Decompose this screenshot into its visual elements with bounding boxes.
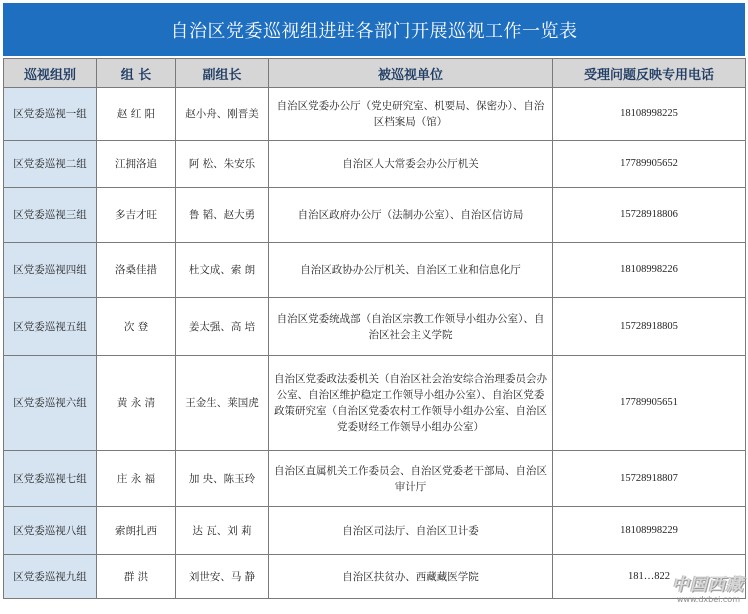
table-row (4, 356, 746, 451)
phone-cell: 18108998226 (553, 243, 746, 298)
table-row (4, 507, 746, 555)
deputy-cell: 赵小舟、刚晋美 (176, 88, 269, 141)
table-row (4, 188, 746, 243)
table-row (4, 451, 746, 507)
leader-cell: 次 登 (97, 298, 176, 356)
leader-cell: 庄 永 福 (97, 451, 176, 507)
leader-cell: 多吉才旺 (97, 188, 176, 243)
phone-cell: 15728918806 (553, 188, 746, 243)
table-title: 自治区党委巡视组进驻各部门开展巡视工作一览表 (3, 3, 745, 56)
table-row (4, 555, 746, 599)
deputy-cell: 鲁 韬、赵大勇 (176, 188, 269, 243)
group-cell: 区党委巡视四组 (4, 243, 97, 298)
table-row (4, 298, 746, 356)
deputy-cell: 王金生、莱国虎 (176, 356, 269, 451)
unit-cell: 自治区直属机关工作委员会、自治区党委老干部局、自治区审计厅 (269, 451, 553, 507)
deputy-cell: 加 央、陈玉玲 (176, 451, 269, 507)
phone-cell: 17789905652 (553, 141, 746, 188)
unit-cell: 自治区党委统战部（自治区宗教工作领导小组办公室）、自治区社会主义学院 (269, 298, 553, 356)
column-header-deputy: 副组长 (176, 59, 269, 88)
leader-cell: 群 洪 (97, 555, 176, 599)
unit-cell: 自治区扶贫办、西藏藏医学院 (269, 555, 553, 599)
group-cell: 区党委巡视九组 (4, 555, 97, 599)
deputy-cell: 达 瓦、刘 莉 (176, 507, 269, 555)
header-row (4, 59, 746, 88)
group-cell: 区党委巡视八组 (4, 507, 97, 555)
watermark-url: www.dxbei.com (676, 595, 740, 604)
column-header-phone: 受理问题反映专用电话 (553, 59, 746, 88)
leader-cell: 洛桑佳措 (97, 243, 176, 298)
phone-cell: 15728918805 (553, 298, 746, 356)
column-header-leader: 组 长 (97, 59, 176, 88)
table-row (4, 88, 746, 141)
unit-cell: 自治区司法厅、自治区卫计委 (269, 507, 553, 555)
unit-cell: 自治区政协办公厅机关、自治区工业和信息化厅 (269, 243, 553, 298)
group-cell: 区党委巡视七组 (4, 451, 97, 507)
group-cell: 区党委巡视五组 (4, 298, 97, 356)
deputy-cell: 姜太强、高 培 (176, 298, 269, 356)
unit-cell: 自治区人大常委会办公厅机关 (269, 141, 553, 188)
phone-cell: 18108998225 (553, 88, 746, 141)
group-cell: 区党委巡视三组 (4, 188, 97, 243)
deputy-cell: 杜文成、索 朗 (176, 243, 269, 298)
table-row (4, 243, 746, 298)
deputy-cell: 阿 松、朱安乐 (176, 141, 269, 188)
group-cell: 区党委巡视一组 (4, 88, 97, 141)
unit-cell: 自治区党委办公厅（党史研究室、机要局、保密办）、自治区档案局（馆） (269, 88, 553, 141)
deputy-cell: 刘世安、马 静 (176, 555, 269, 599)
inspection-table (3, 58, 746, 599)
phone-cell: 17789905651 (553, 356, 746, 451)
group-cell: 区党委巡视六组 (4, 356, 97, 451)
leader-cell: 江拥洛追 (97, 141, 176, 188)
watermark-logo: 中国西藏 (672, 575, 744, 595)
unit-cell: 自治区党委政法委机关（自治区社会治安综合治理委员会办公室、自治区维护稳定工作领导小组办公室）、自治区党委政策研究室（自治区党委农村工作领导小组办公室、自治区党委财经工作领导小组办公室） (269, 356, 553, 451)
column-header-unit: 被巡视单位 (269, 59, 553, 88)
unit-cell: 自治区政府办公厅（法制办公室）、自治区信访局 (269, 188, 553, 243)
leader-cell: 索朗扎西 (97, 507, 176, 555)
column-header-group: 巡视组别 (4, 59, 97, 88)
phone-cell: 18108998229 (553, 507, 746, 555)
phone-cell: 181…822 (553, 555, 746, 599)
phone-cell: 15728918807 (553, 451, 746, 507)
leader-cell: 赵 红 阳 (97, 88, 176, 141)
table-row (4, 141, 746, 188)
group-cell: 区党委巡视二组 (4, 141, 97, 188)
leader-cell: 黄 永 清 (97, 356, 176, 451)
